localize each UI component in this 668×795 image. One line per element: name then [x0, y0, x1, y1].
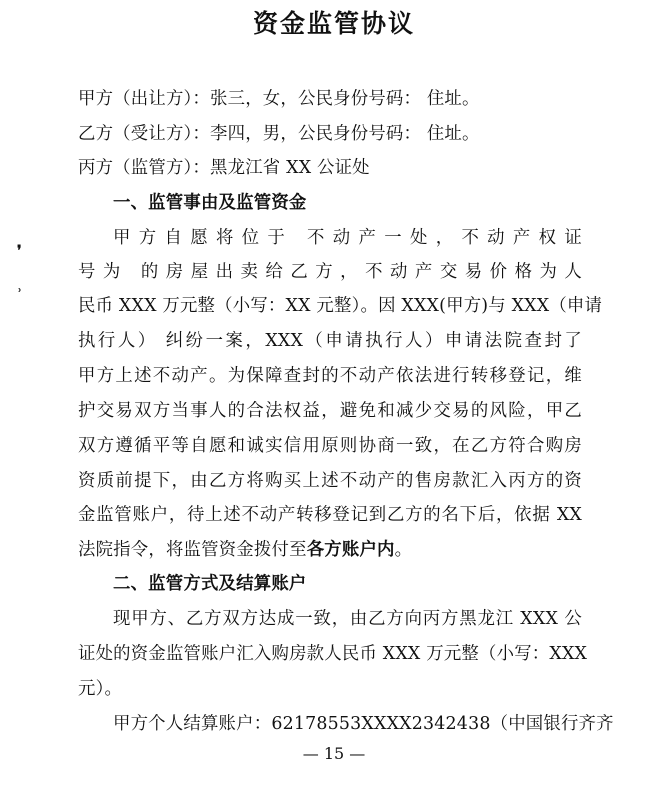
section-2-line: 证处的资金监管账户汇入购房款人民币 XXX 万元整（小写：XXX: [78, 644, 588, 664]
last-line-bold-text: 各方账户内: [306, 540, 395, 560]
section-1-line: 金监管账户，待上述不动产转移登记到乙方的名下后，依据 XX: [78, 505, 582, 525]
section-2-heading: 二、监管方式及结算账户: [113, 574, 307, 594]
section-1-line: 执行人） 纠纷一案，XXX（申请执行人）申请法院查封了: [78, 331, 582, 351]
section-2-line: 甲方个人结算账户：62178553XXXX2342438（中国银行齐齐: [113, 714, 614, 734]
document-title: 资金监管协议: [252, 9, 415, 38]
party-b: 乙方（受让方）：李四，男，公民身份号码： 住址。: [78, 124, 480, 144]
section-1-line: 甲方上述不动产。为保障查封的不动产依法进行转移登记，维: [78, 366, 582, 386]
section-1-line: 民币 XXX 万元整（小写：XX 元整）。因 XXX(甲方)与 XXX（申请: [78, 296, 603, 316]
section-1-line: 双方遵循平等自愿和诚实信用原则协商一致，在乙方符合购房: [78, 436, 582, 456]
scan-mark: ˒: [17, 284, 23, 300]
section-1-last-line: [78, 540, 582, 560]
section-1-line: 号为 的房屋出卖给乙方，不动产交易价格为人: [78, 262, 582, 282]
page-number: — 15 —: [302, 744, 366, 763]
section-2-line: 元）。: [78, 679, 123, 699]
party-a: 甲方（出让方）：张三，女，公民身份号码： 住址。: [78, 89, 480, 109]
section-1-line: 甲方自愿将位于 不动产一处，不动产权证: [113, 228, 582, 248]
section-1-line: 护交易双方当事人的合法权益，避免和减少交易的风险，甲乙: [78, 401, 582, 421]
section-1-heading: 一、监管事由及监管资金: [113, 193, 307, 213]
last-line-text: 法院指令，将监管资金拨付至: [78, 540, 307, 560]
last-line-end: 。: [394, 540, 413, 560]
party-c: 丙方（监管方）：黑龙江省 XX 公证处: [78, 158, 370, 178]
section-1-line: 资质前提下，由乙方将购买上述不动产的售房款汇入丙方的资: [78, 471, 582, 491]
scan-mark: ❜: [17, 243, 22, 259]
section-2-line: 现甲方、乙方双方达成一致，由乙方向丙方黑龙江 XXX 公: [113, 609, 582, 629]
